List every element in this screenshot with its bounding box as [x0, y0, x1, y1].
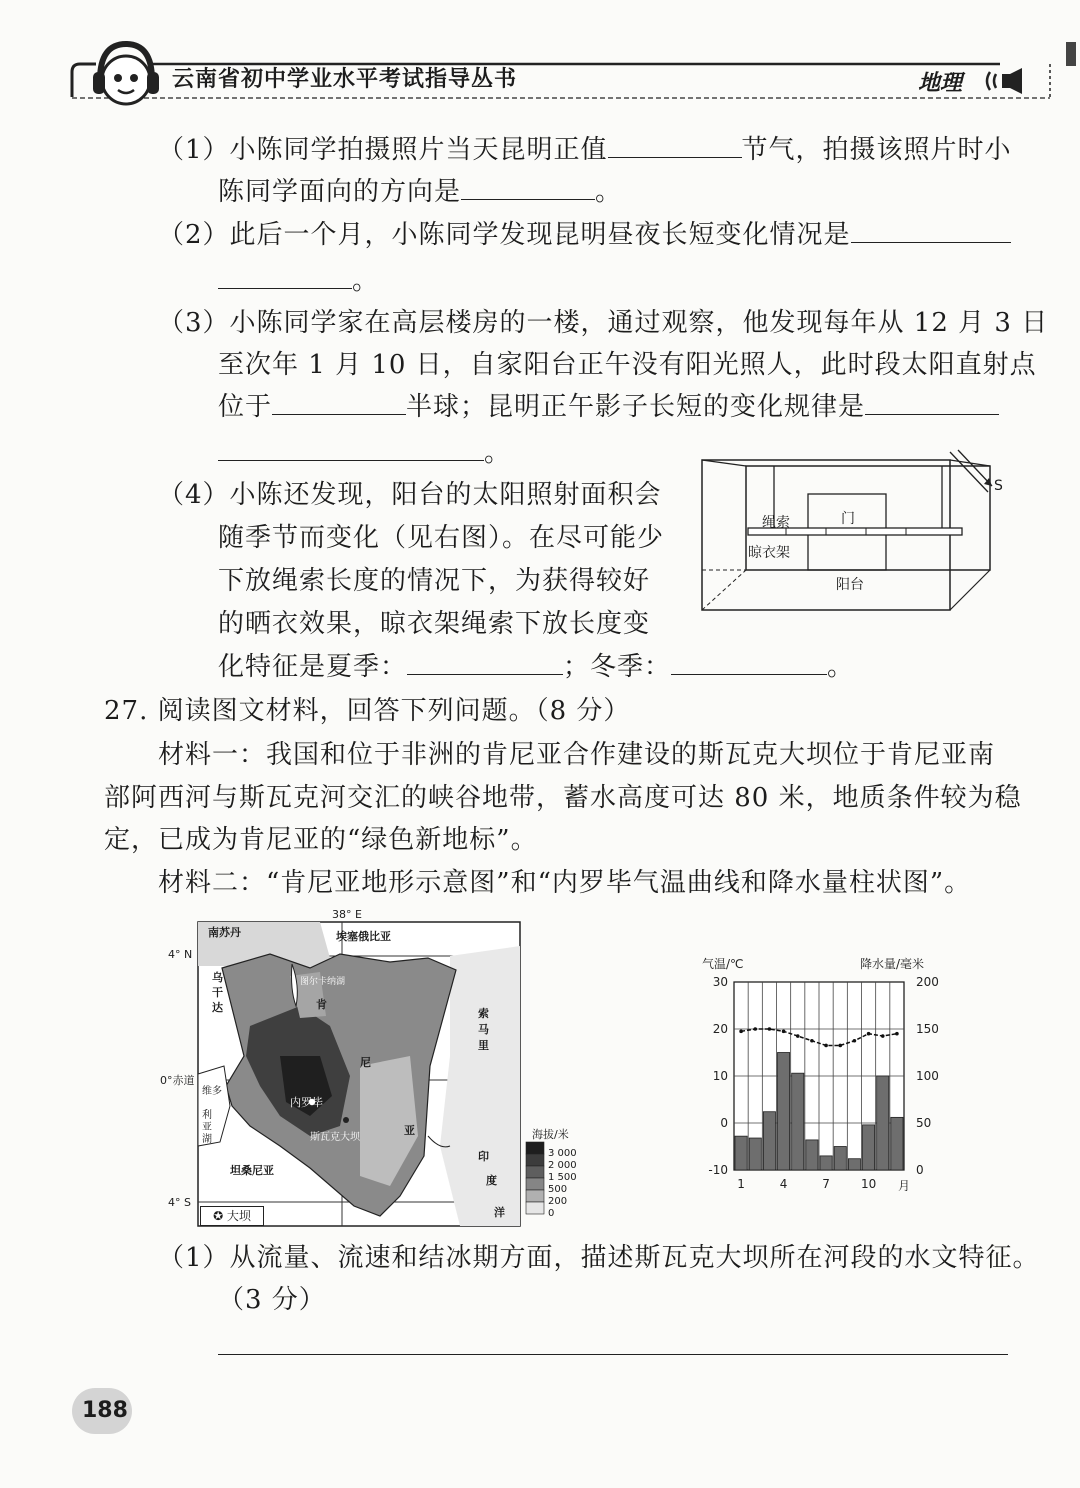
chart-ytick-left: -10	[708, 1163, 728, 1177]
chart-xtick: 7	[822, 1177, 830, 1191]
chart-ytick-right: 0	[916, 1163, 924, 1177]
q26-part3-line1: （3）小陈同学家在高层楼房的一楼，通过观察，他发现每年从 12 月 3 日	[158, 308, 1049, 338]
q26-part3-line3: 位于 半球；昆明正午影子长短的变化规律是	[218, 392, 999, 422]
chart-ytick-left: 10	[712, 1069, 728, 1083]
chart-xtick: 4	[779, 1177, 788, 1191]
chart-ytick-left: 0	[720, 1116, 728, 1130]
label-indian-ocean-2: 度	[486, 1174, 497, 1187]
answer-blank-winter[interactable]	[671, 652, 827, 675]
chart-ytick-left: 20	[712, 1022, 728, 1036]
q26-part3-line4: 。	[218, 438, 511, 468]
temperature-point	[881, 1034, 885, 1038]
label-uganda: 乌干达	[212, 971, 223, 1014]
label-south-sudan: 南苏丹	[208, 926, 241, 939]
chart-ytick-left: 30	[712, 975, 728, 989]
climate-chart	[694, 950, 954, 1200]
temperature-point	[867, 1032, 871, 1036]
equator-label: 0°赤道	[160, 1074, 195, 1087]
answer-blank-hemisphere[interactable]	[272, 392, 406, 415]
q27-title: 27. 阅读图文材料，回答下列问题。（8 分）	[104, 696, 631, 726]
chart-xlabel: 月	[898, 1179, 911, 1193]
lat-4s-label: 4° S	[168, 1196, 191, 1209]
temperature-point	[739, 1030, 743, 1034]
q26-part4-line4: 的晒衣效果，晾衣架绳索下放长度变	[218, 609, 651, 639]
q26-part1-line1: （1）小陈同学拍摄照片当天昆明正值 节气，拍摄该照片时小	[158, 135, 1012, 165]
legend-2000: 2 000	[548, 1160, 577, 1171]
precip-bar	[792, 1073, 804, 1170]
q26-part2-line2: 。	[218, 266, 379, 296]
q26-part2-line1: （2）此后一个月，小陈同学发现昆明昼夜长短变化情况是	[158, 220, 1011, 250]
legend-0: 0	[548, 1208, 555, 1219]
legend-3000: 3 000	[548, 1148, 577, 1159]
legend-1500: 1 500	[548, 1172, 577, 1183]
chart-ylabel-right: 降水量/毫米	[860, 957, 925, 971]
label-tanzania: 坦桑尼亚	[230, 1164, 274, 1177]
answer-blank-summer[interactable]	[407, 652, 563, 675]
q27-material1-line3: 定，已成为肯尼亚的“绿色新地标”。	[104, 825, 538, 855]
rack-label: 晾衣架	[748, 545, 790, 561]
answer-line-q27-1[interactable]	[218, 1354, 1008, 1355]
mascot-headphones-icon	[90, 38, 162, 110]
kenya-map	[160, 906, 590, 1232]
answer-blank-direction[interactable]	[461, 177, 595, 200]
legend-200: 200	[548, 1196, 568, 1207]
lat-4n-label: 4° N	[168, 948, 193, 961]
chart-ytick-right: 50	[916, 1116, 932, 1130]
q27-sub1-line2: （3 分）	[218, 1285, 326, 1315]
south-label: S	[994, 478, 1003, 494]
precip-bar	[778, 1053, 790, 1171]
precip-bar	[891, 1117, 903, 1170]
label-ethiopia: 埃塞俄比亚	[336, 930, 391, 943]
chart-xtick: 10	[860, 1177, 877, 1191]
label-indian-ocean-1: 印	[478, 1150, 489, 1163]
temperature-point	[768, 1027, 772, 1031]
q26-part4-line1: （4）小陈还发现，阳台的太阳照射面积会	[158, 480, 662, 510]
label-kenya-3: 亚	[404, 1124, 415, 1137]
q27-material1-line2: 部阿西河与斯瓦克河交汇的峡谷地带，蓄水高度可达 80 米，地质条件较为稳	[104, 783, 1022, 813]
q26-part4-line2: 随季节而变化（见右图）。在尽可能少	[218, 523, 665, 553]
label-lake-victoria-2: 利亚湖	[202, 1110, 212, 1145]
answer-blank-daylength-2[interactable]	[218, 266, 352, 289]
label-nairobi: 内罗毕	[290, 1096, 323, 1109]
q26-part4-line3: 下放绳索长度的情况下，为获得较好	[218, 566, 651, 596]
temperature-point	[796, 1034, 800, 1038]
answer-blank-shadow-1[interactable]	[865, 392, 999, 415]
precip-bar	[735, 1136, 747, 1170]
speaker-icon	[982, 64, 1032, 98]
legend-title: 海拔/米	[532, 1128, 569, 1141]
answer-blank-shadow-2[interactable]	[218, 438, 484, 461]
subject-label: 地理	[918, 71, 963, 96]
q26-part4-line5: 化特征是夏季： ；冬季： 。	[218, 652, 855, 682]
temperature-point	[824, 1044, 828, 1048]
precip-bar	[863, 1125, 875, 1170]
q27-sub1-line1: （1）从流量、流速和结冰期方面，描述斯瓦克大坝所在河段的水文特征。	[158, 1243, 1040, 1273]
precip-bar	[834, 1147, 846, 1171]
series-title: 云南省初中学业水平考试指导丛书	[172, 67, 518, 92]
precip-bar	[848, 1159, 860, 1170]
page-number: 188	[82, 1398, 128, 1423]
climate-chart-figure	[694, 950, 954, 1200]
label-swak-dam: 斯瓦克大坝	[310, 1132, 360, 1143]
rope-label: 绳索	[762, 515, 790, 531]
temperature-point	[782, 1030, 786, 1034]
kenya-map-figure	[160, 906, 590, 1232]
q26-part3-line2: 至次年 1 月 10 日，自家阳台正午没有阳光照人，此时段太阳直射点	[218, 350, 1037, 380]
precip-bar	[749, 1138, 761, 1170]
balcony-drawing	[696, 446, 1016, 626]
temperature-point	[753, 1027, 757, 1031]
corner-mark	[1066, 42, 1076, 66]
chart-xtick: 1	[737, 1177, 745, 1191]
precip-bar	[820, 1156, 832, 1170]
page-header	[0, 0, 1080, 110]
label-somalia: 索马里	[478, 1007, 489, 1052]
door-label: 门	[841, 511, 855, 527]
balcony-figure	[696, 446, 1016, 626]
chart-ylabel-left: 气温/℃	[702, 957, 744, 971]
answer-blank-daylength-1[interactable]	[851, 220, 1011, 243]
q27-material2: 材料二：“肯尼亚地形示意图”和“内罗毕气温曲线和降水量柱状图”。	[158, 868, 972, 898]
lon-38e-label: 38° E	[332, 908, 362, 921]
precip-bar	[763, 1112, 775, 1170]
label-kenya-1: 肯	[316, 998, 327, 1011]
answer-blank-solar-term[interactable]	[608, 135, 742, 158]
temperature-point	[838, 1044, 842, 1048]
q27-material1-line1: 材料一：我国和位于非洲的肯尼亚合作建设的斯瓦克大坝位于肯尼亚南	[158, 740, 996, 770]
label-lake-turkana: 图尔卡纳湖	[300, 977, 346, 987]
balcony-label: 阳台	[836, 577, 864, 593]
label-lake-victoria-1: 维多	[202, 1086, 222, 1097]
temperature-point	[895, 1032, 899, 1036]
precip-bar	[806, 1140, 818, 1170]
label-indian-ocean-3: 洋	[494, 1206, 505, 1219]
chart-ytick-right: 100	[916, 1069, 939, 1083]
dam-legend-box: ✪ 大坝	[200, 1206, 264, 1226]
label-kenya-2: 尼	[360, 1056, 371, 1069]
temperature-point	[853, 1039, 857, 1043]
temperature-point	[810, 1039, 814, 1043]
legend-500: 500	[548, 1184, 568, 1195]
chart-ytick-right: 150	[916, 1022, 939, 1036]
q26-part1-line2: 陈同学面向的方向是 。	[218, 177, 623, 207]
precip-bar	[877, 1076, 889, 1170]
chart-ytick-right: 200	[916, 975, 939, 989]
